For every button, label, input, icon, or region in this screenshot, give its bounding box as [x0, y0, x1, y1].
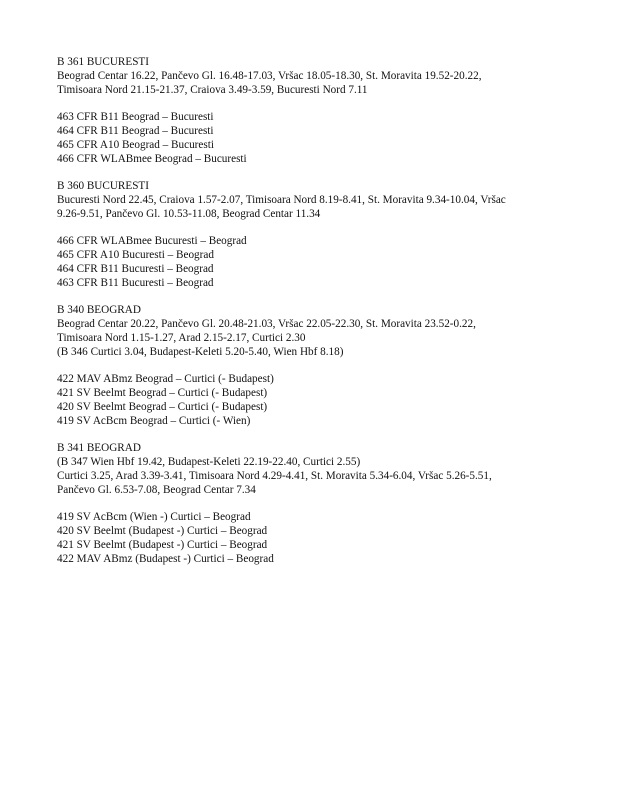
car-item: 420 SV Beelmt Beograd – Curtici (- Budapest) [57, 400, 268, 413]
car-list-b360 [57, 235, 557, 290]
train-title: B 340 BEOGRAD [57, 304, 141, 317]
car-list-b361 [57, 111, 557, 166]
route-line: Pančevo Gl. 6.53-7.08, Beograd Centar 7.34 [57, 483, 256, 496]
car-item: 421 SV Beelmt Beograd – Curtici (- Budapest) [57, 387, 268, 400]
car-item: 420 SV Beelmt (Budapest -) Curtici – Beograd [57, 525, 268, 538]
car-item: 463 CFR B11 Beograd – Bucuresti [57, 111, 214, 124]
route-line: Beograd Centar 20.22, Pančevo Gl. 20.48-21.03, Vršac 22.05-22.30, St. Moravita 23.52-0.22, [57, 318, 476, 331]
train-schedule-b341 [57, 442, 557, 497]
car-item: 422 MAV ABmz Beograd – Curtici (- Budapest) [57, 373, 274, 386]
car-item: 419 SV AcBcm Beograd – Curtici (- Wien) [57, 414, 251, 427]
car-list-b341 [57, 511, 557, 566]
car-item: 465 CFR A10 Beograd – Bucuresti [57, 138, 214, 151]
train-schedule-b360 [57, 180, 557, 221]
route-line: Timisoara Nord 1.15-1.27, Arad 2.15-2.17, Curtici 2.30 [57, 331, 306, 344]
car-item: 463 CFR B11 Bucuresti – Beograd [57, 276, 214, 289]
train-title: B 360 BUCURESTI [57, 180, 149, 193]
route-line: (B 346 Curtici 3.04, Budapest-Keleti 5.20-5.40, Wien Hbf 8.18) [57, 345, 344, 358]
car-item: 466 CFR WLABmee Beograd – Bucuresti [57, 152, 247, 165]
train-title: B 361 BUCURESTI [57, 56, 149, 68]
car-item: 421 SV Beelmt (Budapest -) Curtici – Beograd [57, 538, 268, 551]
route-line: Bucuresti Nord 22.45, Craiova 1.57-2.07, Timisoara Nord 8.19-8.41, St. Moravita 9.34-10.04, Vršac [57, 193, 506, 206]
train-title: B 341 BEOGRAD [57, 442, 141, 455]
route-line: 9.26-9.51, Pančevo Gl. 10.53-11.08, Beograd Centar 11.34 [57, 207, 321, 220]
route-line: Timisoara Nord 21.15-21.37, Craiova 3.49-3.59, Bucuresti Nord 7.11 [57, 83, 368, 96]
car-item: 465 CFR A10 Bucuresti – Beograd [57, 249, 214, 262]
car-item: 419 SV AcBcm (Wien -) Curtici – Beograd [57, 511, 251, 524]
train-schedule-b340 [57, 304, 557, 359]
car-item: 466 CFR WLABmee Bucuresti – Beograd [57, 235, 247, 248]
train-schedule-b361 [57, 56, 557, 97]
car-item: 464 CFR B11 Bucuresti – Beograd [57, 262, 214, 275]
route-line: (B 347 Wien Hbf 19.42, Budapest-Keleti 22.19-22.40, Curtici 2.55) [57, 456, 361, 469]
car-item: 422 MAV ABmz (Budapest -) Curtici – Beograd [57, 552, 274, 565]
document-page [57, 56, 557, 580]
route-line: Beograd Centar 16.22, Pančevo Gl. 16.48-17.03, Vršac 18.05-18.30, St. Moravita 19.52-20.22, [57, 69, 482, 82]
route-line: Curtici 3.25, Arad 3.39-3.41, Timisoara Nord 4.29-4.41, St. Moravita 5.34-6.04, Vršac 5.26-5.51, [57, 469, 492, 482]
car-list-b340 [57, 373, 557, 428]
car-item: 464 CFR B11 Beograd – Bucuresti [57, 124, 214, 137]
